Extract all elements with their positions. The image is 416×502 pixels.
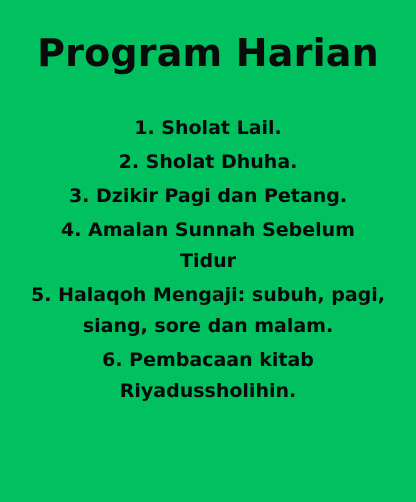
list-item-4: 4. Amalan Sunnah Sebelum Tidur bbox=[61, 219, 355, 272]
list-item-3: 3. Dzikir Pagi dan Petang. bbox=[68, 185, 348, 207]
program-list bbox=[30, 113, 386, 410]
list-item-6: 6. Pembacaan kitab Riyadussholihin. bbox=[102, 349, 314, 402]
page-title: Program Harian bbox=[37, 31, 379, 75]
list-item-5: 5. Halaqoh Mengaji: subuh, pagi, siang, sore dan malam. bbox=[31, 284, 385, 337]
list-item-2: 2. Sholat Dhuha. bbox=[118, 151, 298, 173]
list-item-1: 1. Sholat Lail. bbox=[134, 117, 282, 139]
